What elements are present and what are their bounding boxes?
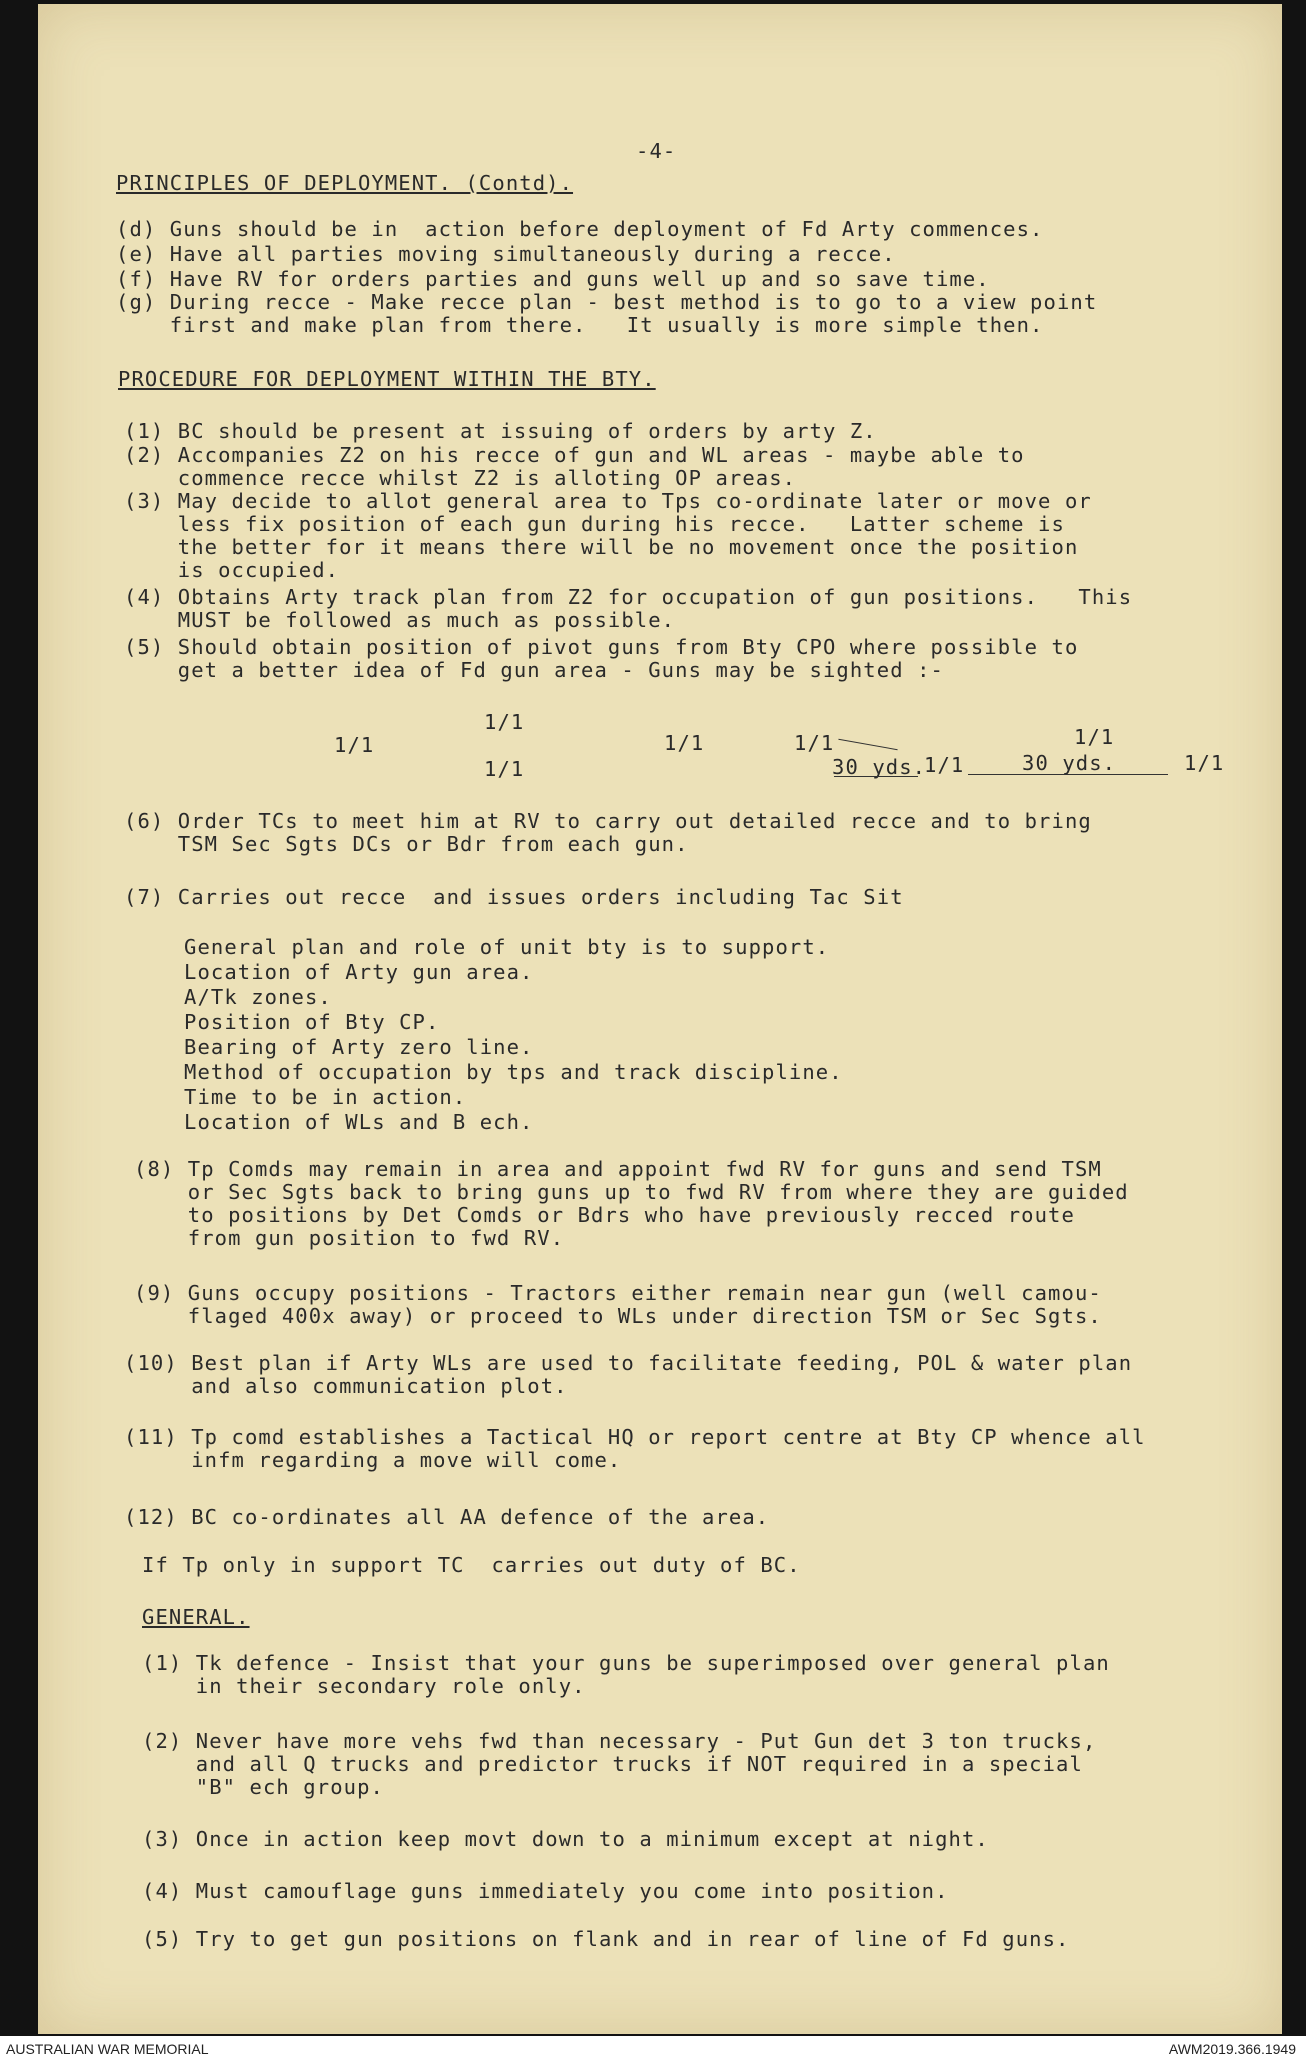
footer-institution: AUSTRALIAN WAR MEMORIAL	[6, 2041, 209, 2057]
section-heading-general: GENERAL.	[142, 1605, 250, 1629]
page-number: -4-	[636, 139, 677, 163]
gun-position-label: 1/1	[664, 731, 705, 755]
footer-accession-number: AWM2019.366.1949	[1168, 2041, 1296, 2057]
procedure-note: If Tp only in support TC carries out duty of BC.	[142, 1553, 801, 1577]
gun-spacing-underline	[968, 774, 1168, 775]
gun-spacing-underline	[834, 776, 918, 777]
general-line: in their secondary role only.	[142, 1674, 586, 1698]
procedure-line: (12) BC co-ordinates all AA defence of the area.	[124, 1505, 770, 1529]
procedure-line: (8) Tp Comds may remain in area and appoint fwd RV for guns and send TSM	[134, 1157, 1102, 1181]
principles-line: first and make plan from there. It usually is more simple then.	[116, 313, 1044, 337]
gun-position-label: 1/1	[794, 731, 835, 755]
archive-footer	[0, 2036, 1306, 2061]
general-line: "B" ech group.	[142, 1775, 384, 1799]
gun-spacing-label: 30 yds.	[832, 755, 927, 779]
gun-line-dash	[838, 739, 897, 750]
procedure-line: TSM Sec Sgts DCs or Bdr from each gun.	[124, 832, 689, 856]
gun-position-label: 1/1	[1184, 751, 1225, 775]
section-heading-principles: PRINCIPLES OF DEPLOYMENT. (Contd).	[116, 171, 574, 195]
gun-position-label: 1/1	[1074, 725, 1115, 749]
general-line: (3) Once in action keep movt down to a minimum except at night.	[142, 1827, 989, 1851]
general-line: (4) Must camouflage guns immediately you come into position.	[142, 1879, 949, 1903]
principles-line: (g) During recce - Make recce plan - best method is to go to a view point	[116, 290, 1098, 314]
procedure-line: (11) Tp comd establishes a Tactical HQ or report centre at Bty CP whence all	[124, 1425, 1146, 1449]
procedure-line: infm regarding a move will come.	[124, 1448, 622, 1472]
general-line: (1) Tk defence - Insist that your guns be superimposed over general plan	[142, 1651, 1110, 1675]
general-line: (5) Try to get gun positions on flank and in rear of line of Fd guns.	[142, 1927, 1070, 1951]
gun-position-label: 1/1	[484, 710, 525, 734]
procedure-line: get a better idea of Fd gun area - Guns may be sighted :-	[124, 658, 944, 682]
procedure-line: MUST be followed as much as possible.	[124, 608, 676, 632]
general-line: and all Q trucks and predictor trucks if NOT required in a special	[142, 1752, 1083, 1776]
procedure-line: (6) Order TCs to meet him at RV to carry out detailed recce and to bring	[124, 809, 1092, 833]
section-heading-procedure: PROCEDURE FOR DEPLOYMENT WITHIN THE BTY.	[118, 367, 656, 391]
orders-list-item: Position of Bty CP.	[184, 1010, 440, 1034]
principles-line: (e) Have all parties moving simultaneously during a recce.	[116, 242, 896, 266]
procedure-line: from gun position to fwd RV.	[134, 1226, 565, 1250]
procedure-line: (4) Obtains Arty track plan from Z2 for occupation of gun positions. This	[124, 585, 1133, 609]
orders-list-item: A/Tk zones.	[184, 985, 332, 1009]
orders-list-item: Bearing of Arty zero line.	[184, 1035, 534, 1059]
orders-list-item: Method of occupation by tps and track discipline.	[184, 1060, 843, 1084]
procedure-line: is occupied.	[124, 558, 340, 582]
procedure-line: and also communication plot.	[124, 1374, 568, 1398]
orders-list-item: Location of WLs and B ech.	[184, 1110, 534, 1134]
gun-spacing-label: 30 yds.	[1022, 751, 1117, 775]
procedure-line: flaged 400x away) or proceed to WLs under direction TSM or Sec Sgts.	[134, 1304, 1102, 1328]
principles-line: (d) Guns should be in action before deployment of Fd Arty commences.	[116, 217, 1044, 241]
procedure-line: the better for it means there will be no movement once the position	[124, 535, 1079, 559]
procedure-line: (9) Guns occupy positions - Tractors either remain near gun (well camou-	[134, 1281, 1102, 1305]
principles-line: (f) Have RV for orders parties and guns well up and so save time.	[116, 267, 990, 291]
procedure-line: (10) Best plan if Arty WLs are used to facilitate feeding, POL & water plan	[124, 1351, 1133, 1375]
procedure-line: (5) Should obtain position of pivot guns from Bty CPO where possible to	[124, 635, 1079, 659]
procedure-line: (1) BC should be present at issuing of orders by arty Z.	[124, 419, 877, 443]
orders-list-item: General plan and role of unit bty is to support.	[184, 935, 830, 959]
orders-list-item: Location of Arty gun area.	[184, 960, 534, 984]
gun-position-label: 1/1	[484, 757, 525, 781]
procedure-line: or Sec Sgts back to bring guns up to fwd RV from where they are guided	[134, 1180, 1129, 1204]
procedure-line: commence recce whilst Z2 is alloting OP areas.	[124, 466, 797, 490]
procedure-line: (2) Accompanies Z2 on his recce of gun and WL areas - maybe able to	[124, 443, 1025, 467]
document-page	[38, 4, 1282, 2034]
orders-list-item: Time to be in action.	[184, 1085, 467, 1109]
gun-position-label: 1/1	[334, 733, 375, 757]
procedure-line: (7) Carries out recce and issues orders including Tac Sit	[124, 885, 904, 909]
procedure-line: (3) May decide to allot general area to Tps co-ordinate later or move or	[124, 489, 1092, 513]
procedure-line: less fix position of each gun during his recce. Latter scheme is	[124, 512, 1065, 536]
procedure-line: to positions by Det Comds or Bdrs who have previously recced route	[134, 1203, 1075, 1227]
general-line: (2) Never have more vehs fwd than necessary - Put Gun det 3 ton trucks,	[142, 1729, 1097, 1753]
gun-position-label: 1/1	[924, 753, 965, 777]
